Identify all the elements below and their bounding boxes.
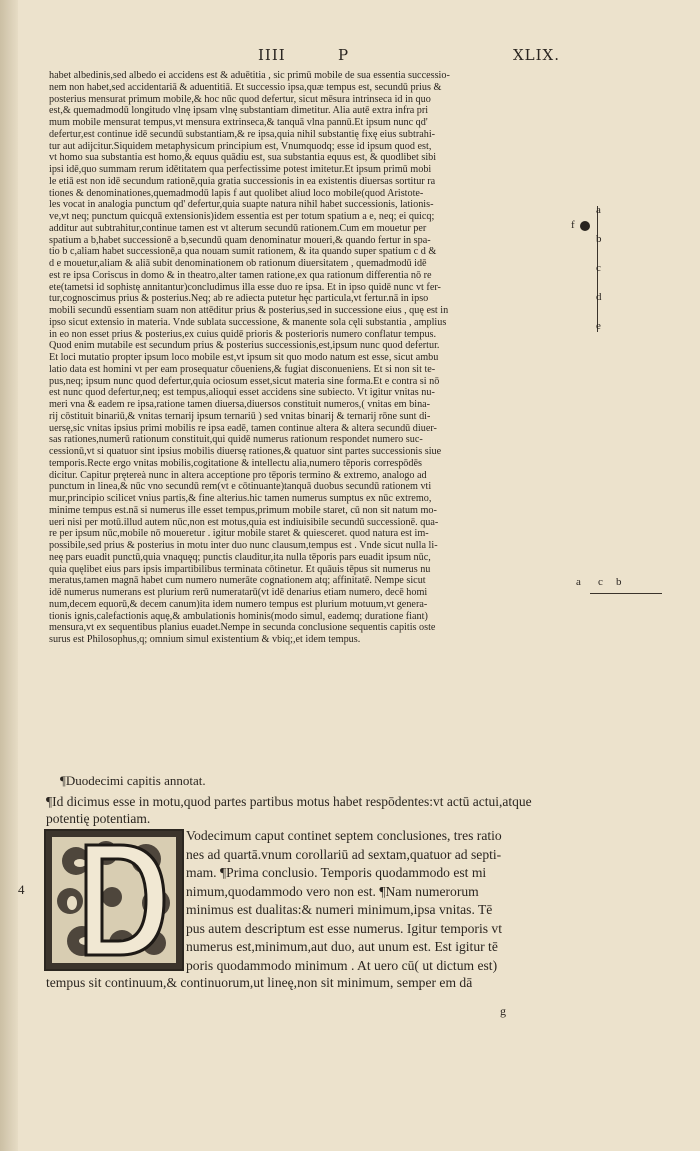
folio-number: XLIX.	[512, 46, 560, 64]
chapter-text-block	[186, 827, 566, 975]
text-line: est,& quemadmodū longitudo vlnę ipsam vlnę substantiam dimetitur. Alia autē extra infra pri	[49, 105, 429, 117]
text-line: rij cōstituit binariū,& vnitas ternarij ipsum ternariū ) sed vnitas binarij & ternarij rōne sunt di-	[49, 410, 431, 422]
text-line: surus est Philosophus,q; omnium simul existentium & vbiq;,et idem tempus.	[49, 634, 361, 645]
text-line: punctum in linea,& nūc vno secundū rem(vt e cōtinuante)tanquā duobus secundū rationem vti	[49, 481, 432, 493]
text-line: cessionū,vt si quatuor sint ipsius mobilis diuersę rationes,& quatuor sint partes successionis siue	[49, 446, 442, 457]
text-line: ve,vt neq; punctum quicquā extensionis)idem essentia est per totum spatium a e, neq; ei quicq;	[49, 211, 435, 222]
chapter-line: pus autem descriptum est esse numerus. Igitur temporis vt	[186, 920, 502, 936]
text-line: pus,neq; ipsum nunc quod defertur,quia ociosum esset,sicut materia sine forma.Et e contra si nō	[49, 375, 440, 387]
text-line: spatium a b,habet successionē a b,secundū quam denominatur moueri,& quando fertur in spa-	[49, 234, 431, 246]
text-line: tionis ignis,calefactionis aquę,& ambulationis hominis(modo simul, eademq; duratione fiant)	[49, 610, 428, 622]
margin-letter-b-lower: b	[616, 576, 622, 588]
margin-letter-c: c	[596, 262, 601, 274]
text-line: re per ipsum nūc,mobile nō moueretur . igitur mobile staret & quiesceret. quod natura est im-	[49, 528, 429, 540]
decorated-initial	[44, 829, 184, 971]
margin-letter-a: a	[596, 204, 601, 216]
text-line: mensura,vt ex sequentibus planius euadet.Nempe in secunda conclusione sequentis capitis oste	[49, 622, 436, 634]
margin-letter-a-lower: a	[576, 576, 581, 588]
running-head-middle: P	[338, 46, 350, 64]
text-line: additur aut subtrahitur,continue tamen est vt alterum secundū rationem.Cum em mouetur per	[49, 222, 427, 234]
lemma-text: ¶Id dicimus esse in motu,quod partes partibus motus habet respōdentes:vt actū actui,atque potentię potentiam.	[46, 794, 532, 826]
text-line: tio b c,aliam habet successionē,a qua nouam sumit rationem, & ita quando super spatium c d &	[49, 246, 437, 258]
text-line: tur,cognoscimus prius & posterius.Neq; ab re adiecta putetur hęc particula,vt fertur.nā in ipso	[49, 293, 429, 305]
text-line: sas rationes,numerū rationum constituit,qui quidē numerus rationum respondet numero suc-	[49, 434, 423, 446]
text-line: uersę,sic vnitas ipsius primi mobilis re ipsa eadē, tamen continue altera & altera secundū diuer-	[49, 422, 437, 434]
text-line: d e mouetur,aliam & aliā subit denominationem ob rationum diuersitatem , quemadmodū idē	[49, 258, 427, 269]
text-line: neę pars euadit punctū,quia vnaquęq; punctis clauditur,ita nulla tēporis pars euadit ipsum nūc,	[49, 551, 431, 563]
text-line: possibile,sed prius & posterius in motu inter duo nunc clausum,tempus est . Vnde sicut nulla li-	[49, 540, 438, 551]
chapter-line: numerus est,minimum,aut duo, aut unum est. Est igitur tē	[186, 939, 498, 954]
margin-letter-e: e	[596, 320, 601, 332]
signature-mark: g	[500, 1004, 506, 1018]
margin-mark-left: 4	[18, 882, 25, 897]
text-line: mur,principio scilicet vnius partis,& fine alterius.hic tamen numerus sumptus ex nūc extremo,	[49, 493, 432, 504]
text-line: idē numerus numerans est plurium rerū numeratarū(vt idē denarius etiam numero, decē homi	[49, 587, 428, 598]
chapter-line: mam. ¶Prima conclusio. Temporis quodammodo est mi	[186, 865, 487, 880]
text-line: ipso sicut extensio in materia. Vnde sublata successione, & manente sola cęli substantia , amplius	[49, 316, 447, 328]
text-line: tiones & denominationes,quemadmodū lapis f aut quolibet aliud loco mobile(quod Aristote-	[49, 187, 424, 199]
text-line: mum mobile mensurat tempus,vt mensura extrinseca,& tanquā vlna pannū.Et ipsum nunc qd'	[49, 117, 428, 128]
running-head	[210, 46, 560, 68]
text-line: meri vna & eadem re ipsa,ratione tamen diuersa,diuersos constituit numeros,( vnitas em bina-	[49, 399, 431, 410]
text-line: tur aut adijcitur.Siquidem metaphysicum principium est, Vnumquodq; esse id ipsum quod est,	[49, 140, 432, 152]
margin-diagram-horizontal-line	[590, 593, 662, 594]
text-line: latio data est homini vt per eam prosequatur cōueniens,& fugiat disconueniens. Et si non sit te-	[49, 363, 436, 375]
text-line: est re ipsa Coriscus in domo & in theatro,alter tamen ratione,ex qua rationum differentia nō re	[49, 269, 432, 281]
chapter-line: Vodecimum caput continet septem conclusiones, tres ratio	[186, 828, 502, 843]
text-line: posterius mensurat primum mobile,& hoc nūc quod defertur, sicut mēsura intrinseca id in quo	[49, 93, 431, 105]
chapter-text-continuation: tempus sit continuum,& continuorum,ut lineę,non sit minimum, semper em dā	[46, 975, 473, 990]
text-line: nem non habet,sed accidentariā & aduentitiā. Et successio ipsa,quæ tempus est, secundū prius &	[49, 81, 442, 93]
margin-letter-f: f	[571, 219, 575, 231]
running-head-left: IIII	[258, 46, 286, 64]
margin-dot-icon	[580, 221, 590, 231]
text-line: Et loci mutatio propter ipsum loco mobile est,vt ipsum sit quo modo natum est esse, sicut ambu	[49, 352, 439, 363]
chapter-line: poris quodammodo minimum . At uero cū( ut dictum est)	[186, 957, 498, 973]
margin-letter-d: d	[596, 291, 602, 303]
text-line: ueri nisi per motū.illud autem nūc,non est motus,quia est indiuisibile secundū successionē. qua-	[49, 516, 439, 528]
chapter-line: minimus est dualitas:& numeri minimum,ipsa vnitas. Tē	[186, 902, 493, 917]
text-line: ipsi idē,quo summam rerum idētitatem qua perfectissime potest imitetur.Et ipsum primū mobi	[49, 164, 432, 175]
foliage-ornament-icon	[46, 831, 182, 969]
margin-letter-c-lower: c	[598, 576, 603, 588]
commentary-text-block	[49, 70, 569, 646]
text-line: defertur,est continue idē secundū substantiam,& re ipsa,quia nihil substantię fixę eius subtrahi-	[49, 128, 436, 140]
chapter-line: nimum,quodammodo vero non est. ¶Nam numerorum	[186, 883, 479, 899]
section-heading: ¶Duodecimi capitis annotat.	[60, 773, 206, 788]
text-line: Quod enim mutabile est secundum prius & posterius successionis,est,ipsum nunc quod defertur.	[49, 340, 440, 352]
text-line: temporis.Recte ergo vnitas mobilis,cogitatione & intellectu alia,numero tēporis correspōdēs	[49, 457, 422, 469]
margin-letter-b: b	[596, 233, 602, 245]
text-line: num,decem equorū,& decem canum)ita idem numero tempus est plurium motuum,vt genera-	[49, 598, 428, 610]
text-line: minime tempus est.nā si numerus ille esset tempus,primum mobile staret, cū non sit natum mo-	[49, 504, 437, 516]
binding-shadow	[0, 0, 18, 1151]
chapter-line: nes ad quartā.vnum corollariū ad sextam,quatuor ad septi-	[186, 846, 502, 862]
text-line: vt homo sua substantia est homo,& equus quādiu est, sua substantia equus est, & quodlibet sibi	[49, 152, 437, 164]
text-line: est nunc quod defertur,neq; est tempus,alioqui esset accidens sine subiecto. Vt igitur vnitas nu-	[49, 387, 435, 399]
text-line: meratus,tamen magnā habet cum numero numerāte cognationem atq; affinitatē. Nempe sicut	[49, 575, 426, 587]
text-line: les vocat in analogia punctum qd' defertur,quia suapte natura nihil habet successionis, lationis-	[49, 199, 434, 211]
text-line: mobili secundū essentiam suam non attēditur prius & posterius,sed in successione eius , quę est in	[49, 305, 449, 316]
text-line: in eo non esset prius & posterius,ex cuius quidē prioris & posterioris numero conflatur tempus.	[49, 328, 437, 340]
text-line: habet albedinis,sed albedo ei accidens est & aduētitia , sic primū mobile de sua essentia successio-	[49, 70, 450, 81]
text-line: dicitur. Capitur prętereà nunc in altera acceptione pro tēporis termino & extremo, analogo ad	[49, 469, 427, 481]
text-line: le etiā est non idē secundum rationē,quia gratia successionis in ea existentis diuersas sortitur ra	[49, 175, 436, 187]
text-line: quia quęlibet eius pars ipsis impartibilibus terminata cōtinetur. Et quāuis tēpus sit numerus nu	[49, 563, 431, 575]
text-line: ete(tametsi id sophistę annitantur)concludimus illa esse duo re ipsa. Et in ipso quidē nunc vt fer-	[49, 281, 441, 293]
